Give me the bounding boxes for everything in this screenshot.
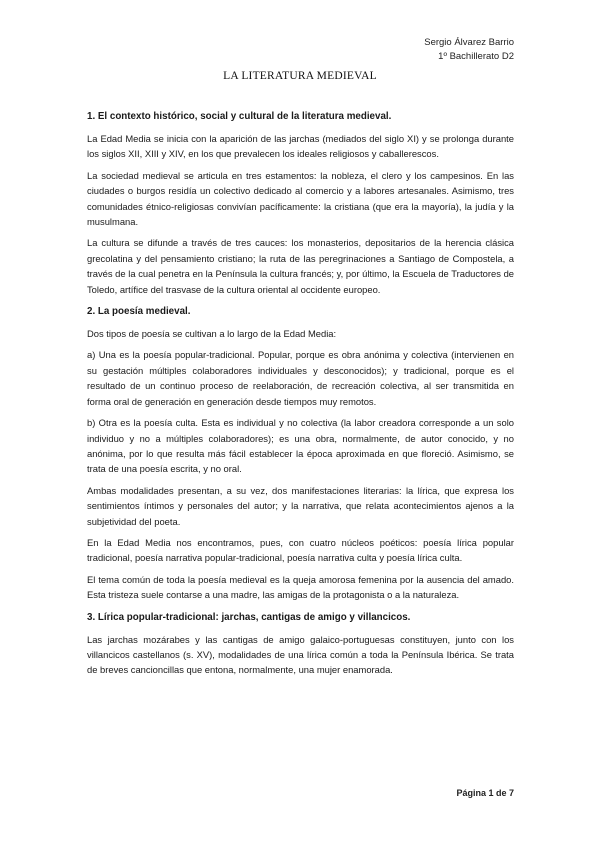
paragraph: En la Edad Media nos encontramos, pues, con cuatro núcleos poéticos: poesía lírica popular tradicional, poesía narrativa popular-tradicional, poesía narrativa culta y poesía lírica culta. [87,536,514,564]
section-lyric [87,611,514,678]
paragraph: Las jarchas mozárabes y las cantigas de amigo galaico-portuguesas constituyen, junto con los villancicos castellanos (s. XV), modalidades de una lírica común a toda la Península Ibérica. Se trata de breves cancioncillas que entona, normalmente, una mujer enamorada. [87,633,514,676]
page-header [424,36,514,64]
course-label: 1º Bachillerato D2 [438,51,514,62]
paragraph: Dos tipos de poesía se cultivan a lo largo de la Edad Media: [87,328,337,340]
paragraph: La cultura se difunde a través de tres cauces: los monasterios, depositarios de la herencia clásica grecolatina y del pensamiento cristiano; la ruta de las peregrinaciones a Santiago de Compostela, a través de la cual penetra en la Península la cultura francés; y, por último, la Escuela de Traductores de Toledo, artífice del trasvase de la cultura oriental al occidente europeo. [87,237,514,295]
paragraph: b) Otra es la poesía culta. Esta es individual y no colectiva (la labor creadora corresponde a un solo individuo y no a múltiples colaboradores); es una obra, normalmente, de autor conocido, y no anónima, por lo que resulta más fácil establecer la época aproximada en que floreció. Asimismo, se trata de una poesía escrita, y no oral. [87,417,514,475]
paragraph: La Edad Media se inicia con la aparición de las jarchas (mediados del siglo XI) y se prolonga durante los siglos XII, XIII y XIV, en los que prevalecen los ideales religiosos y caballerescos. [87,133,514,160]
paragraph: a) Una es la poesía popular-tradicional. Popular, porque es obra anónima y colectiva (intervienen en su gestación múltiples colaboradores individuales y desconocidos); y tradicional, porque es el resultado de un continuo proceso de reelaboración, de recreación colectiva, al ser transmitida en forma oral de generación en generación desde tiempos muy remotos. [87,349,514,407]
section-poetry [87,305,514,603]
section-heading: 3. Lírica popular-tradicional: jarchas, cantigas de amigo y villancicos. [87,611,411,623]
page-number: Página 1 de 7 [456,788,514,798]
section-context [87,110,514,297]
document-body [87,110,514,684]
paragraph: Ambas modalidades presentan, a su vez, dos manifestaciones literarias: la lírica, que expresa los sentimientos íntimos y personales del autor; y la narrativa, que relata acontecimientos ajenos a la subjetividad del poeta. [87,484,514,527]
section-heading: 2. La poesía medieval. [87,306,191,318]
paragraph: La sociedad medieval se articula en tres estamentos: la nobleza, el clero y los campesinos. En las ciudades o burgos residía un colectivo dedicado al comercio y a labores artesanales. Asimismo, tres comunidades étnico-religiosas convivían pacíficamente: la cristiana (que era la mayoría), la judía y la musulmana. [87,169,514,228]
section-heading: 1. El contexto histórico, social y cultural de la literatura medieval. [87,111,392,122]
paragraph: El tema común de toda la poesía medieval es la queja amorosa femenina por la ausencia del amado. Esta tristeza suele contarse a una madre, las amigas de la protagonista o a la naturaleza. [87,573,514,601]
author-name: Sergio Álvarez Barrio [424,37,514,48]
document-title: LA LITERATURA MEDIEVAL [223,70,377,82]
